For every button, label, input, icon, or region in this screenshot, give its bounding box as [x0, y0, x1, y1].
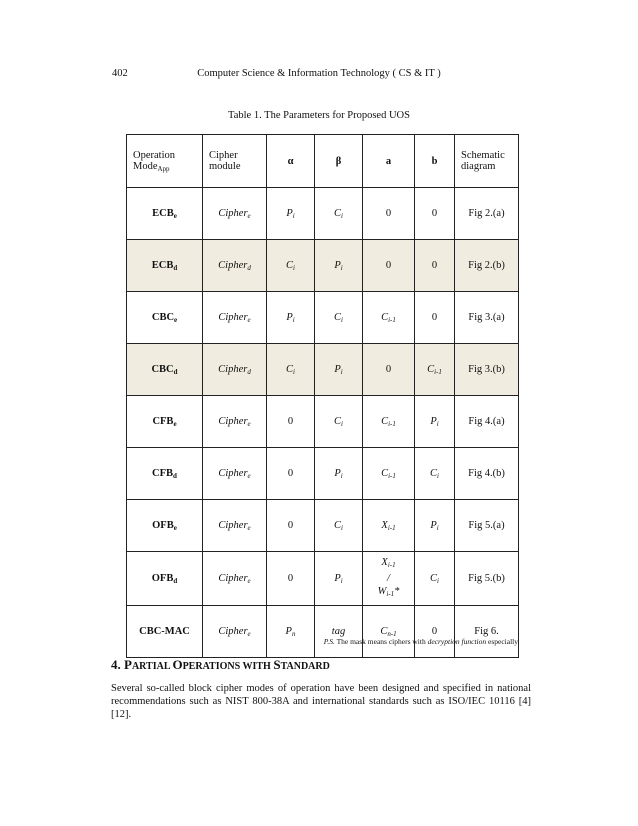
a-cell: $X_{i-1}$ / $W_{i-1}*$ [363, 552, 415, 606]
b-cell: $C_i$ [415, 552, 455, 606]
header-alpha: α [267, 135, 315, 188]
mode-cell: $OFB_e$ [127, 500, 203, 552]
table-header-row [127, 135, 519, 188]
table-row [127, 292, 519, 344]
b-cell: 0 [415, 292, 455, 344]
a-cell: 0 [363, 240, 415, 292]
cipher-cell: Cipher$_d$ [203, 344, 267, 396]
a-cell: $X_{i-1}$ [363, 500, 415, 552]
table-row [127, 240, 519, 292]
diagram-cell: Fig 3.(a) [455, 292, 519, 344]
header-beta: β [315, 135, 363, 188]
a-cell: 0 [363, 188, 415, 240]
cipher-cell: Cipher$_e$ [203, 606, 267, 658]
diagram-cell: Fig 2.(b) [455, 240, 519, 292]
cipher-cell: Cipher$_e$ [203, 500, 267, 552]
alpha-cell: 0 [267, 552, 315, 606]
b-cell: $C_i$ [415, 448, 455, 500]
cipher-cell: Cipher$_d$ [203, 240, 267, 292]
beta-cell: $P_i$ [315, 240, 363, 292]
running-header [112, 68, 526, 82]
beta-cell: $C_i$ [315, 292, 363, 344]
page-number: 402 [112, 68, 128, 79]
section-paragraph: Several so-called block cipher modes of operation have been designed and specified in national recommendations such as NIST 800-38A and international standards such as ISO/IEC 10116 [4][12]. [111, 683, 531, 720]
diagram-cell: Fig 3.(b) [455, 344, 519, 396]
table-row [127, 448, 519, 500]
diagram-cell: Fig 5.(b) [455, 552, 519, 606]
parameters-table [126, 134, 519, 658]
diagram-cell: Fig 2.(a) [455, 188, 519, 240]
beta-cell: $C_i$ [315, 188, 363, 240]
b-cell: 0 [415, 606, 455, 658]
b-cell: 0 [415, 188, 455, 240]
mode-cell: $OFB_d$ [127, 552, 203, 606]
table-row [127, 500, 519, 552]
header-schematic-diagram: Schematic diagram [455, 135, 519, 188]
alpha-cell: 0 [267, 500, 315, 552]
beta-cell: $C_i$ [315, 500, 363, 552]
beta-cell: $P_i$ [315, 448, 363, 500]
table-caption: Table 1. The Parameters for Proposed UOS [228, 110, 410, 121]
alpha-cell: $P_n$ [267, 606, 315, 658]
beta-cell: $P_i$ [315, 344, 363, 396]
header-cipher-module: Cipher module [203, 135, 267, 188]
section-heading: 4. PARTIAL OPERATIONS WITH STANDARD [111, 657, 330, 672]
alpha-cell: $C_i$ [267, 240, 315, 292]
mode-cell: $ECB_d$ [127, 240, 203, 292]
alpha-cell: 0 [267, 448, 315, 500]
alpha-cell: $C_i$ [267, 344, 315, 396]
table-row [127, 344, 519, 396]
cipher-cell: Cipher$_e$ [203, 188, 267, 240]
b-cell: 0 [415, 240, 455, 292]
b-cell: $P_i$ [415, 500, 455, 552]
diagram-cell: Fig 6. [455, 606, 519, 658]
cipher-cell: Cipher$_e$ [203, 552, 267, 606]
mode-cell: CBC-MAC [127, 606, 203, 658]
b-cell: $P_i$ [415, 396, 455, 448]
alpha-cell: $P_i$ [267, 188, 315, 240]
table-row [127, 606, 519, 658]
diagram-cell: Fig 4.(a) [455, 396, 519, 448]
mode-cell: $CBC_e$ [127, 292, 203, 344]
beta-cell: $P_i$ [315, 552, 363, 606]
alpha-cell: $P_i$ [267, 292, 315, 344]
beta-cell: tag [315, 606, 363, 658]
table-footnote: P.S. The mask means ciphers with decryption function especially [323, 637, 518, 646]
mode-cell: $CBC_d$ [127, 344, 203, 396]
table-row [127, 552, 519, 606]
b-cell: $C_{i-1}$ [415, 344, 455, 396]
a-cell: $C_{n-1}$ [363, 606, 415, 658]
alpha-cell: 0 [267, 396, 315, 448]
cipher-cell: Cipher$_e$ [203, 396, 267, 448]
a-cell: 0 [363, 344, 415, 396]
diagram-cell: Fig 5.(a) [455, 500, 519, 552]
beta-cell: $C_i$ [315, 396, 363, 448]
mode-cell: $CFB_e$ [127, 396, 203, 448]
table-row [127, 396, 519, 448]
mode-cell: $ECB_e$ [127, 188, 203, 240]
table-row [127, 188, 519, 240]
a-cell: $C_{i-1}$ [363, 292, 415, 344]
cipher-cell: Cipher$_e$ [203, 448, 267, 500]
cipher-cell: Cipher$_e$ [203, 292, 267, 344]
diagram-cell: Fig 4.(b) [455, 448, 519, 500]
header-b: b [415, 135, 455, 188]
a-cell: $C_{i-1}$ [363, 396, 415, 448]
a-cell: $C_{i-1}$ [363, 448, 415, 500]
header-a: a [363, 135, 415, 188]
journal-title: Computer Science & Information Technology ( CS & IT ) [197, 68, 441, 79]
header-operation-mode: Operation Mode$_{App}$ [127, 135, 203, 188]
mode-cell: $CFB_d$ [127, 448, 203, 500]
